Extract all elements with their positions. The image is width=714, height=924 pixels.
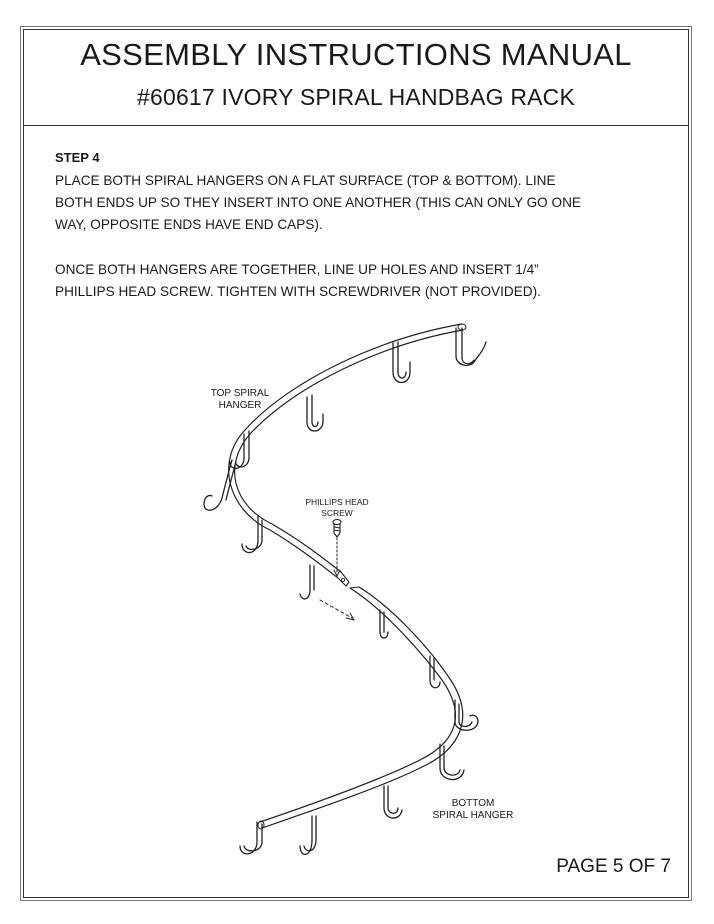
bottom-hanger-label: BOTTOM SPIRAL HANGER [432,798,514,821]
page-number: PAGE 5 OF 7 [556,856,671,877]
bottom-spiral-hanger [258,587,463,829]
step-instruction-1: PLACE BOTH SPIRAL HANGERS ON A FLAT SURFACE (TOP & BOTTOM). LINE BOTH ENDS UP SO THEY INSERT INTO ONE ANOTHER (THIS CAN ONLY GO ONE WAY, OPPOSITE ENDS HAVE END CAPS). [55,173,581,232]
screw-label: PHILLIPS HEAD SCREW [305,497,369,518]
step-heading: STEP 4 [55,150,100,165]
top-hanger-label: TOP SPIRAL HANGER [210,388,270,411]
step-instruction-2: ONCE BOTH HANGERS ARE TOGETHER, LINE UP HOLES AND INSERT 1/4” PHILLIPS HEAD SCREW. TIGHTEN WITH SCREWDRIVER (NOT PROVIDED). [55,262,541,299]
product-title: #60617 IVORY SPIRAL HANDBAG RACK [136,84,576,110]
screw-icon [333,520,341,577]
manual-title: ASSEMBLY INSTRUCTIONS MANUAL [80,37,632,72]
top-spiral-hanger [229,324,466,586]
insert-arrow-icon [320,600,354,620]
